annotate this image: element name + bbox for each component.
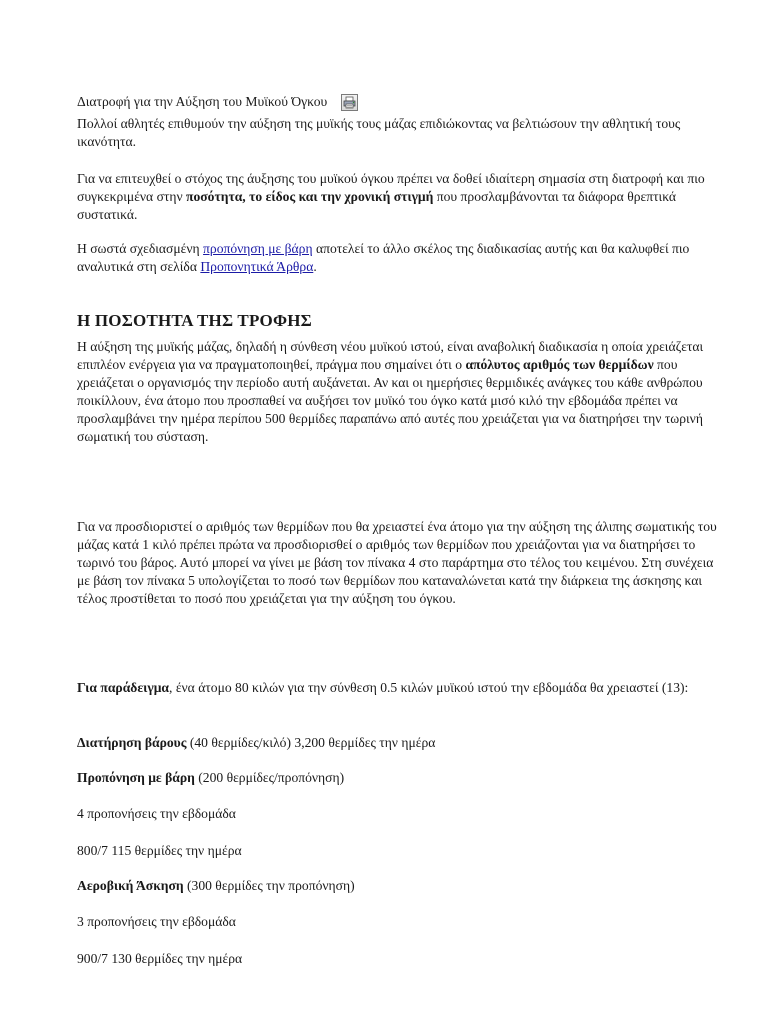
weight-maintenance-label: Διατήρηση βάρους [77, 735, 187, 750]
intro-paragraph-3 [77, 240, 727, 276]
printer-icon [343, 96, 356, 109]
page-title: Διατροφή για την Αύξηση του Μυϊκού Όγκου [77, 94, 328, 109]
weight-training-value: (200 θερμίδες/προπόνηση) [194, 770, 345, 785]
intro-p2-text-c: που προσλαμβάνονται τα διάφορα θρεπτικά συστατικά. [77, 189, 677, 222]
intro-p2-text-a: Για να επιτευχθεί ο στόχος της άυξησης του μυϊκού όγκου πρέπει να δοθεί ιδιαίτερη σημασία στη διατροφή και πιο συγκεκριμένα στην [77, 171, 705, 204]
section-p1-text-a: Η αύξηση της μυϊκής μάζας, δηλαδή η σύνθεση νέου μυϊκού ιστού, είναι αναβολική διαδικασία η οποία χρειάζεται επιπλέον ενέργεια για να πραγματοποιηθεί, πράγμα που σημαίνει ότι ο [77, 339, 704, 372]
title-row [77, 93, 358, 111]
intro-paragraph-2 [77, 170, 727, 224]
weight-training-frequency: 4 προπονήσεις την εβδομάδα [77, 806, 236, 821]
training-articles-link[interactable]: Προπονητικά Άρθρα [200, 259, 314, 274]
print-button[interactable] [341, 94, 358, 111]
section-paragraph-2: Για να προσδιοριστεί ο αριθμός των θερμίδων που θα χρειαστεί ένα άτομο για την αύξηση της άλιπης σωματικής του μάζας κατά 1 κιλό πρέπει πρώτα να προσδιορισθεί ο αριθμός των θερμίδων που χρειάζονται για να διατηρήσει το τωρινό του βάρος. Αυτό μπορεί να γίνει με βάση τον πίνακα 4 στο παράρτημα στο τέλος του κειμένου. Στη συνέχεια με βάση τον πίνακα 5 υπολογίζεται το ποσό των θερμίδων που καταναλώνεται κατά την διάρκεια της άσκησης και τέλος προστίθεται το ποσό που χρειάζεται για την αύξηση του όγκου. [77, 519, 717, 606]
weight-maintenance-value: (40 θερμίδες/κιλό) 3,200 θερμίδες την ημέρα [186, 735, 436, 750]
aerobic-exercise-value: (300 θερμίδες την προπόνηση) [183, 878, 355, 893]
intro-p2-emphasis: ποσότητα, το είδος και την χρονική στιγμή [186, 189, 434, 204]
intro-paragraph-1: Πολλοί αθλητές επιθυμούν την αύξηση της μυϊκής τους μάζας επιδιώκοντας να βελτιώσουν την αθλητική τους ικανότητα. [77, 116, 681, 149]
section-p1-emphasis: απόλυτος αριθμός των θερμίδων [465, 357, 654, 372]
aerobic-exercise-line [77, 877, 727, 895]
weight-maintenance-line [77, 734, 727, 752]
example-intro [77, 679, 727, 697]
example-label: Για παράδειγμα [77, 680, 170, 695]
intro-p3-text-c: . [313, 259, 317, 274]
example-intro-text: , ένα άτομο 80 κιλών για την σύνθεση 0.5 κιλών μυϊκού ιστού την εβδομάδα θα χρειαστεί (13): [169, 680, 689, 695]
section-p1-text-c: που χρειάζεται ο οργανισμός την περίοδο αυτή αυξάνεται. Αν και οι ημερήσιες θερμιδικές ανάγκες του κάθε ανθρώπου ποικίλλουν, ένα άτομο που προσπαθεί να αυξήσει τον μυϊκό του όγκο κατά μισό κιλό την εβδομάδα πρέπει να προσλαμβάνει την ημέρα περίπου 500 θερμίδες παραπάνω από αυτές που χρειάζεται για να διατηρήσει την τωρινή σωματική του σύσταση. [77, 357, 703, 444]
section-heading: Η ΠΟΣΟΤΗΤΑ ΤΗΣ ΤΡΟΦΗΣ [77, 311, 312, 330]
section-paragraph-1 [77, 338, 727, 446]
weight-training-link[interactable]: προπόνηση με βάρη [203, 241, 313, 256]
aerobic-frequency: 3 προπονήσεις την εβδομάδα [77, 914, 236, 929]
intro-p3-text-a: Η σωστά σχεδιασμένη [77, 241, 204, 256]
weight-training-label: Προπόνηση με βάρη [77, 770, 195, 785]
weight-training-daily: 800/7 115 θερμίδες την ημέρα [77, 843, 242, 858]
intro-p3-text-b: αποτελεί το άλλο σκέλος της διαδικασίας αυτής και θα καλυφθεί πιο αναλυτικά στη σελίδα [77, 241, 690, 274]
weight-training-line [77, 769, 727, 787]
aerobic-daily: 900/7 130 θερμίδες την ημέρα [77, 951, 243, 966]
aerobic-exercise-label: Αεροβική Άσκηση [77, 878, 184, 893]
